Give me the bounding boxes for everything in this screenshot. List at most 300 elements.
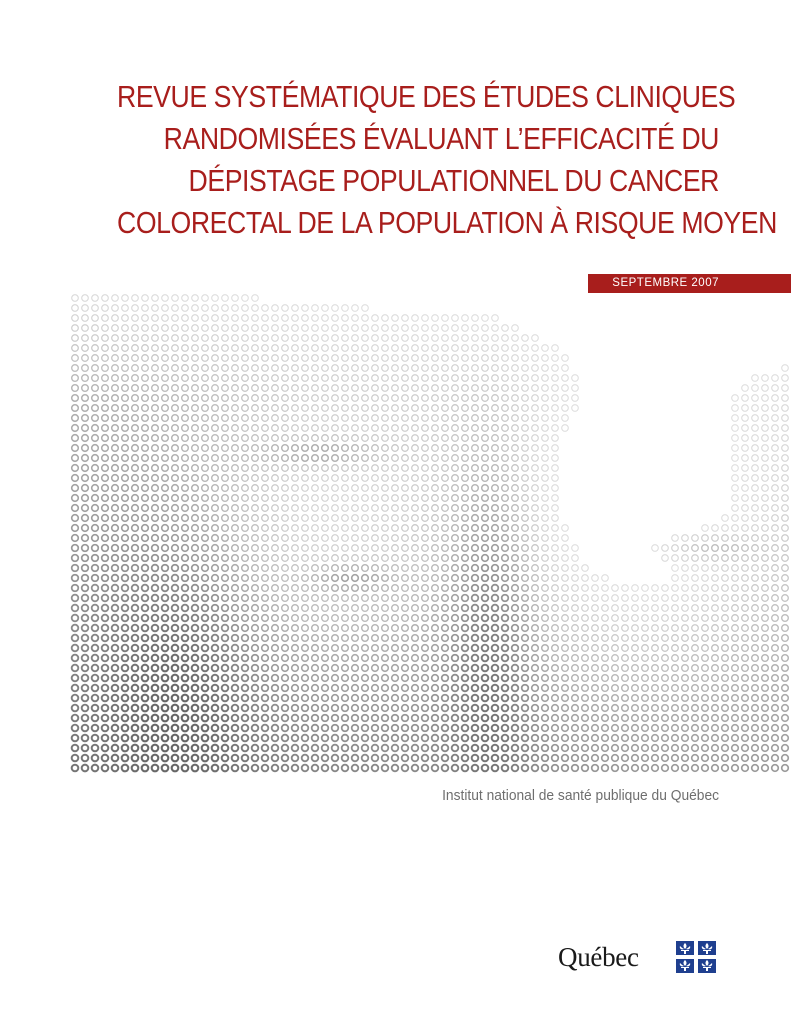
halftone-dot	[562, 575, 569, 582]
halftone-dot	[582, 685, 589, 692]
halftone-dot	[162, 505, 169, 512]
halftone-dot	[742, 725, 749, 732]
halftone-dot	[172, 645, 179, 652]
halftone-dot	[542, 545, 549, 552]
halftone-dot	[452, 635, 459, 642]
halftone-dot	[742, 605, 749, 612]
halftone-dot	[562, 365, 569, 372]
halftone-dot	[752, 695, 759, 702]
halftone-dot	[552, 615, 559, 622]
halftone-dot	[422, 715, 429, 722]
halftone-dot	[232, 705, 239, 712]
halftone-dot	[332, 685, 339, 692]
halftone-dot	[712, 575, 719, 582]
halftone-dot	[542, 695, 549, 702]
halftone-dot	[272, 435, 279, 442]
halftone-dot	[742, 515, 749, 522]
halftone-dot	[242, 395, 249, 402]
halftone-dot	[182, 445, 189, 452]
halftone-dot	[412, 355, 419, 362]
halftone-dot	[462, 365, 469, 372]
halftone-dot	[482, 325, 489, 332]
halftone-dot	[162, 685, 169, 692]
halftone-dot	[332, 485, 339, 492]
halftone-dot	[182, 715, 189, 722]
halftone-dot	[632, 655, 639, 662]
halftone-dot	[82, 485, 89, 492]
halftone-dot	[142, 355, 149, 362]
halftone-dot	[192, 565, 199, 572]
halftone-dot	[172, 395, 179, 402]
halftone-dot	[302, 755, 309, 762]
halftone-dot	[192, 755, 199, 762]
halftone-dot	[682, 755, 689, 762]
halftone-dot	[472, 425, 479, 432]
halftone-dot	[752, 445, 759, 452]
halftone-dot	[432, 385, 439, 392]
halftone-dot	[502, 445, 509, 452]
halftone-dot	[432, 705, 439, 712]
halftone-dot	[752, 665, 759, 672]
halftone-dot	[162, 605, 169, 612]
halftone-dot	[312, 485, 319, 492]
halftone-dot	[282, 505, 289, 512]
halftone-dot	[762, 655, 769, 662]
halftone-dot	[252, 485, 259, 492]
halftone-dot	[112, 765, 119, 772]
halftone-dot	[362, 575, 369, 582]
halftone-dot	[402, 685, 409, 692]
halftone-dot	[412, 635, 419, 642]
halftone-dot	[142, 705, 149, 712]
halftone-dot	[522, 735, 529, 742]
halftone-dot	[442, 515, 449, 522]
halftone-dot	[742, 625, 749, 632]
halftone-dot	[652, 635, 659, 642]
halftone-dot	[332, 585, 339, 592]
halftone-dot	[312, 725, 319, 732]
halftone-dot	[182, 615, 189, 622]
halftone-dot	[92, 635, 99, 642]
halftone-dot	[122, 645, 129, 652]
halftone-dot	[182, 665, 189, 672]
halftone-dot	[432, 715, 439, 722]
halftone-dot	[532, 595, 539, 602]
halftone-dot	[762, 705, 769, 712]
halftone-dot	[92, 605, 99, 612]
halftone-dot	[382, 735, 389, 742]
halftone-dot	[332, 705, 339, 712]
halftone-dot	[182, 425, 189, 432]
halftone-dot	[222, 725, 229, 732]
halftone-dot	[612, 715, 619, 722]
halftone-dot	[612, 675, 619, 682]
halftone-dot	[182, 465, 189, 472]
halftone-dot	[552, 395, 559, 402]
halftone-dot	[382, 495, 389, 502]
halftone-dot	[82, 715, 89, 722]
halftone-dot	[352, 715, 359, 722]
halftone-dot	[502, 725, 509, 732]
halftone-dot	[372, 475, 379, 482]
halftone-dot	[742, 715, 749, 722]
halftone-dot	[682, 675, 689, 682]
halftone-dot	[622, 755, 629, 762]
halftone-dot	[522, 575, 529, 582]
halftone-dot	[522, 665, 529, 672]
halftone-dot	[392, 335, 399, 342]
halftone-dot	[492, 365, 499, 372]
halftone-dot	[102, 675, 109, 682]
halftone-dot	[782, 405, 789, 412]
halftone-dot	[262, 455, 269, 462]
halftone-dot	[602, 745, 609, 752]
halftone-dot	[252, 305, 259, 312]
halftone-dot	[142, 315, 149, 322]
halftone-dot	[702, 565, 709, 572]
halftone-dot	[732, 475, 739, 482]
halftone-dot	[242, 515, 249, 522]
halftone-dot	[482, 625, 489, 632]
halftone-dot	[402, 485, 409, 492]
halftone-dot	[682, 705, 689, 712]
halftone-dot	[732, 725, 739, 732]
halftone-dot	[512, 625, 519, 632]
halftone-dot	[232, 445, 239, 452]
halftone-dot	[392, 495, 399, 502]
halftone-dot	[382, 455, 389, 462]
halftone-dot	[82, 575, 89, 582]
halftone-dot	[372, 575, 379, 582]
halftone-dot	[452, 465, 459, 472]
halftone-dot	[402, 755, 409, 762]
halftone-dot	[432, 605, 439, 612]
halftone-dot	[372, 405, 379, 412]
halftone-dot	[762, 725, 769, 732]
halftone-dot	[682, 555, 689, 562]
halftone-dot	[412, 615, 419, 622]
halftone-dot	[162, 405, 169, 412]
halftone-dot	[532, 395, 539, 402]
halftone-dot	[342, 765, 349, 772]
halftone-dot	[422, 525, 429, 532]
halftone-dot	[242, 325, 249, 332]
halftone-dot	[212, 625, 219, 632]
halftone-dot	[582, 745, 589, 752]
halftone-dot	[202, 705, 209, 712]
halftone-dot	[492, 615, 499, 622]
halftone-dot	[272, 535, 279, 542]
halftone-dot	[102, 435, 109, 442]
halftone-dot	[742, 465, 749, 472]
halftone-dot	[762, 765, 769, 772]
halftone-dot	[202, 295, 209, 302]
halftone-dot	[422, 395, 429, 402]
halftone-dot	[382, 545, 389, 552]
halftone-dot	[662, 585, 669, 592]
halftone-dot	[312, 425, 319, 432]
halftone-dot	[712, 605, 719, 612]
halftone-dot	[172, 305, 179, 312]
halftone-dot	[432, 405, 439, 412]
halftone-dot	[272, 735, 279, 742]
halftone-dot	[432, 325, 439, 332]
halftone-dot	[752, 525, 759, 532]
halftone-dot	[562, 555, 569, 562]
halftone-dot	[372, 425, 379, 432]
halftone-dot	[292, 315, 299, 322]
halftone-dot	[102, 465, 109, 472]
halftone-dot	[672, 635, 679, 642]
halftone-dot	[132, 675, 139, 682]
halftone-dot	[302, 605, 309, 612]
halftone-dot	[252, 585, 259, 592]
halftone-dot	[182, 505, 189, 512]
halftone-dot	[392, 735, 399, 742]
halftone-dot	[752, 475, 759, 482]
halftone-dot	[662, 645, 669, 652]
halftone-dot	[502, 605, 509, 612]
halftone-dot	[302, 515, 309, 522]
halftone-dot	[532, 465, 539, 472]
halftone-dot	[522, 485, 529, 492]
halftone-dot	[162, 745, 169, 752]
halftone-dot	[142, 445, 149, 452]
halftone-dot	[562, 635, 569, 642]
halftone-dot	[162, 715, 169, 722]
halftone-dot	[202, 625, 209, 632]
halftone-dot	[772, 455, 779, 462]
halftone-dot	[312, 525, 319, 532]
halftone-dot	[92, 445, 99, 452]
halftone-dot	[452, 675, 459, 682]
halftone-dot	[582, 715, 589, 722]
halftone-dot	[502, 755, 509, 762]
halftone-dot	[732, 445, 739, 452]
halftone-dot	[292, 645, 299, 652]
halftone-dot	[112, 355, 119, 362]
halftone-dot	[452, 555, 459, 562]
halftone-dot	[102, 385, 109, 392]
halftone-dot	[502, 355, 509, 362]
halftone-dot	[162, 335, 169, 342]
halftone-dot	[692, 725, 699, 732]
halftone-dot	[712, 525, 719, 532]
halftone-dot	[602, 735, 609, 742]
halftone-dot	[622, 695, 629, 702]
halftone-dot	[272, 565, 279, 572]
halftone-dot	[642, 635, 649, 642]
halftone-dot	[112, 465, 119, 472]
halftone-dot	[92, 505, 99, 512]
halftone-dot	[442, 495, 449, 502]
halftone-dot	[122, 345, 129, 352]
halftone-dot	[602, 765, 609, 772]
halftone-dot	[412, 705, 419, 712]
halftone-dot	[622, 605, 629, 612]
halftone-dot	[282, 575, 289, 582]
halftone-dot	[572, 605, 579, 612]
halftone-dot	[342, 385, 349, 392]
halftone-dot	[472, 625, 479, 632]
halftone-dot	[492, 695, 499, 702]
halftone-dot	[752, 745, 759, 752]
halftone-dot	[302, 465, 309, 472]
halftone-dot	[732, 715, 739, 722]
halftone-dot	[262, 755, 269, 762]
halftone-dot	[532, 475, 539, 482]
halftone-dot	[552, 565, 559, 572]
halftone-dot	[382, 595, 389, 602]
halftone-dot	[722, 585, 729, 592]
halftone-dot	[422, 445, 429, 452]
halftone-dot	[772, 635, 779, 642]
halftone-dot	[392, 725, 399, 732]
halftone-dot	[482, 505, 489, 512]
halftone-dot	[282, 645, 289, 652]
halftone-dot	[262, 575, 269, 582]
halftone-dot	[462, 475, 469, 482]
halftone-dot	[432, 355, 439, 362]
halftone-dot	[152, 315, 159, 322]
halftone-dot	[272, 495, 279, 502]
halftone-dot	[232, 555, 239, 562]
halftone-dot	[642, 665, 649, 672]
halftone-dot	[672, 605, 679, 612]
halftone-dot	[142, 375, 149, 382]
halftone-dot	[222, 485, 229, 492]
halftone-dot	[262, 405, 269, 412]
halftone-dot	[452, 335, 459, 342]
halftone-dot	[82, 465, 89, 472]
halftone-dot	[82, 325, 89, 332]
halftone-dot	[202, 675, 209, 682]
halftone-dot	[72, 435, 79, 442]
halftone-dot	[362, 605, 369, 612]
halftone-dot	[512, 435, 519, 442]
halftone-dot	[252, 425, 259, 432]
halftone-dot	[722, 645, 729, 652]
halftone-dot	[462, 425, 469, 432]
halftone-dot	[242, 335, 249, 342]
halftone-dot	[562, 745, 569, 752]
halftone-dot	[232, 305, 239, 312]
halftone-dot	[362, 765, 369, 772]
halftone-dot	[512, 755, 519, 762]
halftone-dot	[632, 705, 639, 712]
halftone-dot	[242, 575, 249, 582]
halftone-dot	[352, 725, 359, 732]
halftone-dot	[332, 455, 339, 462]
halftone-dot	[342, 395, 349, 402]
halftone-dot	[542, 595, 549, 602]
halftone-dot	[232, 465, 239, 472]
halftone-dot	[542, 465, 549, 472]
halftone-dot	[262, 715, 269, 722]
halftone-dot	[202, 385, 209, 392]
halftone-dot	[92, 565, 99, 572]
halftone-dot	[542, 365, 549, 372]
halftone-dot	[472, 575, 479, 582]
halftone-dot	[112, 545, 119, 552]
halftone-dot	[602, 705, 609, 712]
halftone-dot	[732, 735, 739, 742]
halftone-dot	[142, 665, 149, 672]
halftone-dot	[492, 435, 499, 442]
halftone-dot	[402, 355, 409, 362]
halftone-dot	[102, 335, 109, 342]
halftone-dot	[302, 715, 309, 722]
halftone-dot	[292, 525, 299, 532]
halftone-dot	[402, 335, 409, 342]
halftone-dot	[732, 415, 739, 422]
halftone-dot	[712, 675, 719, 682]
halftone-dot	[252, 415, 259, 422]
halftone-dot	[742, 735, 749, 742]
halftone-dot	[752, 505, 759, 512]
halftone-dot	[72, 545, 79, 552]
halftone-dot	[322, 395, 329, 402]
halftone-dot	[192, 535, 199, 542]
halftone-dot	[542, 375, 549, 382]
halftone-dot	[782, 585, 789, 592]
halftone-dot	[582, 615, 589, 622]
halftone-dot	[152, 695, 159, 702]
halftone-dot	[182, 385, 189, 392]
halftone-dot	[372, 615, 379, 622]
halftone-dot	[452, 695, 459, 702]
halftone-dot	[662, 655, 669, 662]
halftone-dot	[612, 745, 619, 752]
halftone-dot	[202, 435, 209, 442]
halftone-dot	[362, 455, 369, 462]
halftone-dot	[122, 755, 129, 762]
halftone-dot	[242, 765, 249, 772]
halftone-dot	[552, 595, 559, 602]
halftone-dot	[292, 545, 299, 552]
halftone-dot	[442, 565, 449, 572]
halftone-dot	[192, 465, 199, 472]
halftone-dot	[462, 575, 469, 582]
halftone-dot	[542, 745, 549, 752]
halftone-dot	[632, 695, 639, 702]
halftone-dot	[332, 765, 339, 772]
halftone-dot	[742, 645, 749, 652]
halftone-dot	[172, 535, 179, 542]
halftone-dot	[702, 625, 709, 632]
halftone-dot	[692, 555, 699, 562]
halftone-dot	[662, 735, 669, 742]
halftone-dot	[482, 595, 489, 602]
halftone-dot	[342, 375, 349, 382]
halftone-dot	[362, 735, 369, 742]
halftone-dot	[722, 515, 729, 522]
halftone-dot	[102, 665, 109, 672]
halftone-dot	[352, 395, 359, 402]
halftone-dot	[222, 625, 229, 632]
halftone-dot	[322, 735, 329, 742]
halftone-dot	[482, 545, 489, 552]
halftone-dot	[182, 525, 189, 532]
halftone-dot	[112, 395, 119, 402]
halftone-dot	[162, 495, 169, 502]
halftone-dot	[752, 375, 759, 382]
halftone-dot	[152, 545, 159, 552]
halftone-dot	[672, 745, 679, 752]
halftone-dot	[542, 685, 549, 692]
halftone-dot	[392, 465, 399, 472]
halftone-dot	[682, 595, 689, 602]
